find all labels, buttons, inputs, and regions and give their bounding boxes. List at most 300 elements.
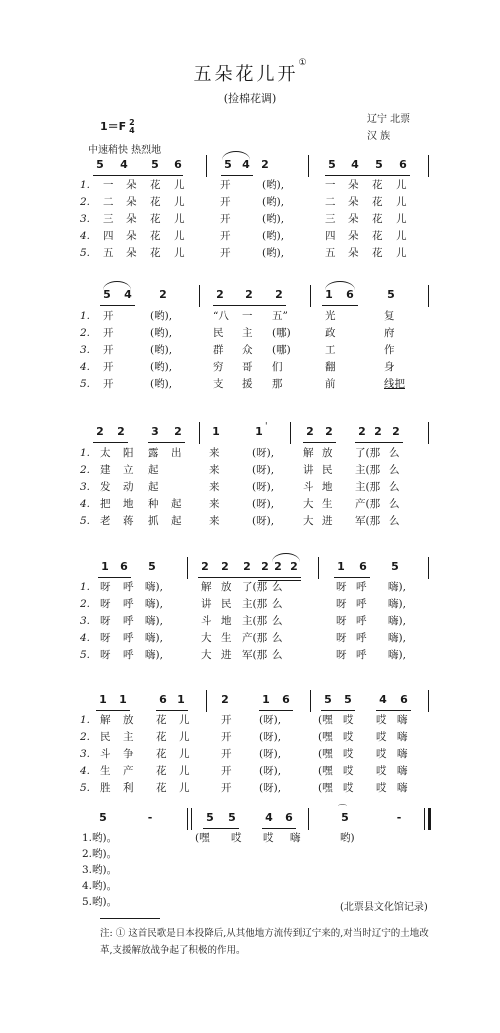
lyric-syllable: 么 (272, 581, 283, 593)
lyric-syllable: 儿 (396, 230, 407, 242)
note: 5 (151, 158, 159, 171)
lyric-syllable: 哎 (343, 765, 354, 777)
lyric-syllable: 了(那 (242, 581, 268, 593)
lyric-syllable: 么 (389, 515, 400, 527)
final-bar-line (428, 808, 431, 830)
note: 5 (224, 158, 232, 171)
lyric-syllable: 四 (325, 230, 336, 242)
lyric-syllable: 立 (123, 464, 134, 476)
bar-line (308, 155, 309, 177)
lyric-syllable: 复 (384, 310, 395, 322)
bar-line (199, 422, 200, 444)
lyric-syllable: 朵 (126, 247, 137, 259)
lyric-syllable: (哟), (262, 247, 285, 259)
lyric-syllable: 五 (103, 247, 114, 259)
lyric-syllable: 把 (100, 498, 111, 510)
note: 5 (341, 811, 349, 824)
lyric-syllable: 们 (272, 361, 283, 373)
lyric-syllable: 生 (221, 632, 232, 644)
lyric-syllable: 儿 (179, 748, 190, 760)
lyric-syllable: 地 (322, 481, 333, 493)
lyric-syllable: 开 (221, 731, 232, 743)
lyric-syllable: 民 (322, 464, 333, 476)
lyric-syllable: 哎 (343, 714, 354, 726)
note: 6 (159, 693, 167, 706)
lyric-syllable: (哟), (150, 378, 173, 390)
lyric-syllable: 开 (221, 782, 232, 794)
bar-line (206, 155, 207, 177)
lyric-syllable: 嗨 (397, 714, 408, 726)
lyric-syllable: 花 (150, 247, 161, 259)
lyric-syllable: (嘿 (318, 748, 333, 760)
lyric-syllable: 穷 (213, 361, 224, 373)
lyric-syllable: 嗨), (145, 615, 163, 627)
ending-lyric: 3.哟)。 (82, 864, 118, 876)
lyric-syllable: 民 (213, 327, 224, 339)
lyric-syllable: 呀 (100, 598, 111, 610)
lyric-syllable: 哎 (376, 782, 387, 794)
lyric-syllable: 呀 (100, 632, 111, 644)
lyric-syllable: 呼 (356, 581, 367, 593)
refrain-lyric: 哟) (340, 832, 355, 844)
footnote: 注: ① 这首民歌是日本投降后,从其他地方流传到辽宁来的,对当时辽宁的土地改革,支援解放战争起了积极的作用。 (100, 928, 429, 956)
verse-number: 5. (80, 247, 91, 259)
lyric-syllable: 么 (272, 598, 283, 610)
lyric-syllable: 哎 (343, 782, 354, 794)
lyric-syllable: (嘿 (318, 782, 333, 794)
note: 5 (387, 288, 395, 301)
refrain-lyric: 哎 (231, 832, 242, 844)
note: 6 (120, 560, 128, 573)
verse-number: 3. (80, 615, 91, 627)
note: 5 (391, 560, 399, 573)
lyric-syllable: 讲 (303, 464, 314, 476)
note: 5 (148, 560, 156, 573)
lyric-syllable: 朵 (126, 179, 137, 191)
lyric-syllable: 朵 (348, 179, 359, 191)
lyric-syllable: 一 (325, 179, 336, 191)
lyric-syllable: 朵 (348, 247, 359, 259)
ending-lyric: 2.哟)。 (82, 848, 118, 860)
lyric-syllable: 开 (220, 196, 231, 208)
lyric-syllable: 嗨), (145, 632, 163, 644)
note: 4 (120, 158, 128, 171)
lyric-syllable: 么 (389, 481, 400, 493)
note: 2 (374, 425, 382, 438)
note: 5 (206, 811, 214, 824)
lyric-syllable: 朵 (348, 230, 359, 242)
refrain-lyric: (嘿 (195, 832, 210, 844)
note: 1 (101, 560, 109, 573)
note: 2 (275, 288, 283, 301)
refrain-lyric: 哎 (263, 832, 274, 844)
lyric-syllable: 蒋 (123, 515, 134, 527)
bar-line (428, 285, 429, 307)
note: 5 (96, 158, 104, 171)
note: 1 (262, 693, 270, 706)
verse-number: 5. (80, 782, 91, 794)
lyric-syllable: 开 (103, 310, 114, 322)
note: 1 (325, 288, 333, 301)
lyric-syllable: 儿 (179, 765, 190, 777)
note: - (147, 811, 153, 824)
lyric-syllable: 开 (220, 179, 231, 191)
lyric-syllable: 朵 (348, 213, 359, 225)
lyric-syllable: 呼 (356, 632, 367, 644)
lyric-syllable: 儿 (396, 179, 407, 191)
lyric-syllable: 政 (325, 327, 336, 339)
lyric-syllable: 身 (384, 361, 395, 373)
lyric-syllable: 开 (221, 765, 232, 777)
lyric-syllable: 呀 (336, 581, 347, 593)
bar-line (310, 285, 311, 307)
note: - (396, 811, 402, 824)
lyric-syllable: (哪) (272, 344, 291, 356)
lyric-syllable: 花 (156, 714, 167, 726)
lyric-syllable: 解 (201, 581, 212, 593)
lyric-syllable: 大 (303, 498, 314, 510)
lyric-syllable: 花 (156, 765, 167, 777)
note: 5 (99, 811, 107, 824)
lyric-syllable: 建 (100, 464, 111, 476)
lyric-syllable: 开 (103, 344, 114, 356)
tempo-marking: 中速稍快 热烈地 (88, 145, 162, 156)
lyric-syllable: (呀), (259, 731, 282, 743)
note: 4 (265, 811, 273, 824)
lyric-syllable: (呀), (252, 464, 275, 476)
lyric-syllable: 主 (123, 731, 134, 743)
lyric-syllable: 花 (150, 213, 161, 225)
lyric-syllable: 进 (322, 515, 333, 527)
lyric-syllable: 儿 (174, 230, 185, 242)
lyric-syllable: 四 (103, 230, 114, 242)
lyric-syllable: 儿 (179, 731, 190, 743)
note: 4 (351, 158, 359, 171)
lyric-syllable: 呀 (336, 649, 347, 661)
lyric-syllable: 光 (325, 310, 336, 322)
note: 2 (290, 560, 298, 573)
note: 2 (221, 560, 229, 573)
lyric-syllable: 呼 (123, 615, 134, 627)
bar-line (428, 690, 429, 712)
lyric-syllable: 开 (221, 714, 232, 726)
ending-lyric: 5.哟)。 (82, 896, 118, 908)
lyric-syllable: 主(那 (355, 464, 381, 476)
note: 5 (324, 693, 332, 706)
verse-number: 2. (80, 327, 91, 339)
verse-number: 1. (80, 581, 91, 593)
lyric-syllable: 起 (148, 464, 159, 476)
verse-number: 5. (80, 515, 91, 527)
footnote-divider (100, 918, 160, 919)
lyric-syllable: 阳 (123, 447, 134, 459)
lyric-syllable: 出 (171, 447, 182, 459)
lyric-syllable: 花 (372, 230, 383, 242)
lyric-syllable: (哟), (150, 327, 173, 339)
lyric-syllable: 利 (123, 782, 134, 794)
lyric-syllable: 地 (221, 615, 232, 627)
lyric-syllable: 呀 (100, 649, 111, 661)
note: 6 (282, 693, 290, 706)
lyric-syllable: 儿 (396, 213, 407, 225)
lyric-syllable: 嗨), (388, 649, 406, 661)
lyric-syllable: (嘿 (318, 731, 333, 743)
lyric-syllable: (嘿 (318, 714, 333, 726)
lyric-syllable: 哎 (376, 714, 387, 726)
verse-number: 1. (80, 310, 91, 322)
lyric-syllable: 开 (221, 748, 232, 760)
time-signature: 2 4 (129, 118, 135, 135)
lyric-syllable: 众 (242, 344, 253, 356)
lyric-syllable: 呼 (356, 615, 367, 627)
note: 2 (174, 425, 182, 438)
lyric-syllable: 府 (384, 327, 395, 339)
note: 2 (117, 425, 125, 438)
lyric-syllable: 军(那 (242, 649, 268, 661)
note: 1 (177, 693, 185, 706)
note: 2 (261, 158, 269, 171)
note: 1 (212, 425, 220, 438)
note: 1 (99, 693, 107, 706)
note: 5 (328, 158, 336, 171)
lyric-syllable: 民 (100, 731, 111, 743)
verse-number: 4. (80, 765, 91, 777)
region-label: 辽宁 北票 (367, 114, 411, 125)
bar-line (428, 422, 429, 444)
lyric-syllable: 朵 (126, 196, 137, 208)
verse-number: 2. (80, 731, 91, 743)
lyric-syllable: 主(那 (242, 598, 268, 610)
bar-line (428, 557, 429, 579)
ending-lyric: 4.哟)。 (82, 880, 118, 892)
lyric-syllable: 花 (150, 196, 161, 208)
lyric-syllable: 哎 (376, 748, 387, 760)
lyric-syllable: 大 (201, 649, 212, 661)
verse-number: 4. (80, 498, 91, 510)
lyric-syllable: 嗨), (388, 615, 406, 627)
note: 1 (255, 425, 263, 438)
source-note: (北票县文化馆记录) (340, 902, 428, 913)
verse-number: 4. (80, 632, 91, 644)
lyric-syllable: 来 (209, 498, 220, 510)
song-subtitle: (捡棉花调) (223, 92, 277, 105)
bar-line (428, 155, 429, 177)
bar-line (187, 557, 188, 579)
verse-number: 4. (80, 230, 91, 242)
lyric-syllable: 种 (148, 498, 159, 510)
lyric-syllable: 儿 (179, 714, 190, 726)
verse-number: 2. (80, 598, 91, 610)
note: 2 (216, 288, 224, 301)
ethnicity-label: 汉 族 (367, 131, 391, 142)
lyric-syllable: 开 (220, 213, 231, 225)
lyric-syllable: 五” (272, 310, 288, 322)
lyric-syllable: 解 (303, 447, 314, 459)
note: 2 (96, 425, 104, 438)
lyric-syllable: 争 (123, 748, 134, 760)
lyric-syllable: 动 (123, 481, 134, 493)
lyric-syllable: 起 (171, 498, 182, 510)
note: 6 (346, 288, 354, 301)
lyric-syllable: (呀), (259, 714, 282, 726)
note: 5 (344, 693, 352, 706)
key-signature: 1＝F 2 4 (100, 118, 135, 135)
lyric-syllable: 群 (213, 344, 224, 356)
lyric-syllable: 儿 (396, 247, 407, 259)
lyric-syllable: 儿 (174, 179, 185, 191)
lyric-syllable: 嗨 (397, 782, 408, 794)
lyric-syllable: 朵 (126, 213, 137, 225)
lyric-syllable: 么 (389, 498, 400, 510)
lyric-syllable: 线把 (384, 378, 405, 390)
note: 1 (337, 560, 345, 573)
lyric-syllable: 发 (100, 481, 111, 493)
lyric-syllable: 来 (209, 464, 220, 476)
lyric-syllable: 呼 (123, 632, 134, 644)
note: 2 (392, 425, 400, 438)
lyric-syllable: 地 (123, 498, 134, 510)
bar-line (187, 808, 188, 830)
note: 2 (325, 425, 333, 438)
lyric-syllable: 花 (150, 179, 161, 191)
lyric-syllable: 五 (325, 247, 336, 259)
lyric-syllable: 么 (389, 447, 400, 459)
lyric-syllable: 作 (384, 344, 395, 356)
lyric-syllable: 一 (103, 179, 114, 191)
lyric-syllable: 么 (272, 615, 283, 627)
verse-number: 3. (80, 344, 91, 356)
note: 3 (151, 425, 159, 438)
lyric-syllable: 呼 (356, 649, 367, 661)
score-line-3: 2 2 3 2 1 1 ' 2 2 2 2 2 (0, 422, 500, 562)
score-line-1 (0, 155, 500, 295)
lyric-syllable: 呀 (100, 581, 111, 593)
verse-number: 1. (80, 447, 91, 459)
lyric-syllable: 胜 (100, 782, 111, 794)
lyric-syllable: 起 (171, 515, 182, 527)
verse-number: 5. (80, 378, 91, 390)
lyric-syllable: 么 (272, 632, 283, 644)
lyric-syllable: 生 (322, 498, 333, 510)
note: 2 (358, 425, 366, 438)
lyric-syllable: 哎 (376, 731, 387, 743)
note: 4 (242, 158, 250, 171)
lyric-syllable: 花 (156, 748, 167, 760)
lyric-syllable: 开 (103, 327, 114, 339)
verse-number: 1. (80, 179, 91, 191)
lyric-syllable: 主 (242, 327, 253, 339)
lyric-syllable: 呀 (336, 632, 347, 644)
lyric-syllable: 斗 (100, 748, 111, 760)
lyric-syllable: 花 (372, 247, 383, 259)
bar-line (191, 808, 192, 830)
lyric-syllable: (哟), (262, 230, 285, 242)
fermata-icon: ⌒ (338, 805, 348, 815)
note: 6 (400, 693, 408, 706)
refrain-lyric: 嗨 (290, 832, 301, 844)
lyric-syllable: 嗨), (145, 598, 163, 610)
lyric-syllable: (哟), (262, 213, 285, 225)
bar-line (206, 690, 207, 712)
verse-number: 5. (80, 649, 91, 661)
note: 5 (375, 158, 383, 171)
note: 4 (124, 288, 132, 301)
lyric-syllable: 开 (103, 361, 114, 373)
lyric-syllable: 哎 (343, 731, 354, 743)
note: 5 (228, 811, 236, 824)
lyric-syllable: 军(那 (355, 515, 381, 527)
lyric-syllable: 放 (123, 714, 134, 726)
lyric-syllable: 大 (303, 515, 314, 527)
lyric-syllable: 抓 (148, 515, 159, 527)
lyric-syllable: 儿 (396, 196, 407, 208)
lyric-syllable: 哎 (376, 765, 387, 777)
lyric-syllable: (呀), (259, 765, 282, 777)
lyric-syllable: 讲 (201, 598, 212, 610)
lyric-syllable: 一 (242, 310, 253, 322)
note: 6 (399, 158, 407, 171)
lyric-syllable: (呀), (252, 481, 275, 493)
verse-number: 1. (80, 714, 91, 726)
bar-line (424, 808, 425, 830)
lyric-syllable: (哟), (262, 179, 285, 191)
lyric-syllable: 呀 (100, 615, 111, 627)
lyric-syllable: 花 (156, 782, 167, 794)
lyric-syllable: 朵 (126, 230, 137, 242)
lyric-syllable: 哎 (343, 748, 354, 760)
lyric-syllable: 嗨), (145, 649, 163, 661)
lyric-syllable: 嗨), (388, 632, 406, 644)
lyric-syllable: 么 (389, 464, 400, 476)
lyric-syllable: 三 (103, 213, 114, 225)
lyric-syllable: 那 (272, 378, 283, 390)
ending-lyric: 1.哟)。 (82, 832, 118, 844)
lyric-syllable: 花 (156, 731, 167, 743)
lyric-syllable: 么 (272, 649, 283, 661)
lyric-syllable: 工 (325, 344, 336, 356)
verse-number: 4. (80, 361, 91, 373)
bar-line (310, 690, 311, 712)
lyric-syllable: 民 (221, 598, 232, 610)
lyric-syllable: 儿 (174, 196, 185, 208)
lyric-syllable: 呼 (123, 581, 134, 593)
lyric-syllable: 嗨), (145, 581, 163, 593)
lyric-syllable: 哥 (242, 361, 253, 373)
lyric-syllable: 花 (372, 196, 383, 208)
lyric-syllable: 呀 (336, 615, 347, 627)
lyric-syllable: 嗨 (397, 748, 408, 760)
lyric-syllable: 儿 (174, 247, 185, 259)
lyric-syllable: 来 (209, 515, 220, 527)
lyric-syllable: 呼 (123, 598, 134, 610)
lyric-syllable: 儿 (174, 213, 185, 225)
bar-line (318, 557, 319, 579)
lyric-syllable: 进 (221, 649, 232, 661)
verse-number: 2. (80, 196, 91, 208)
lyric-syllable: 解 (100, 714, 111, 726)
note: 2 (243, 560, 251, 573)
lyric-syllable: (嘿 (318, 765, 333, 777)
verse-number: 3. (80, 213, 91, 225)
verse-number: 3. (80, 748, 91, 760)
lyric-syllable: 呀 (336, 598, 347, 610)
lyric-syllable: 大 (201, 632, 212, 644)
bar-line (199, 285, 200, 307)
verse-number: 3. (80, 481, 91, 493)
lyric-syllable: (哟), (150, 344, 173, 356)
lyric-syllable: 花 (150, 230, 161, 242)
lyric-syllable: 援 (242, 378, 253, 390)
